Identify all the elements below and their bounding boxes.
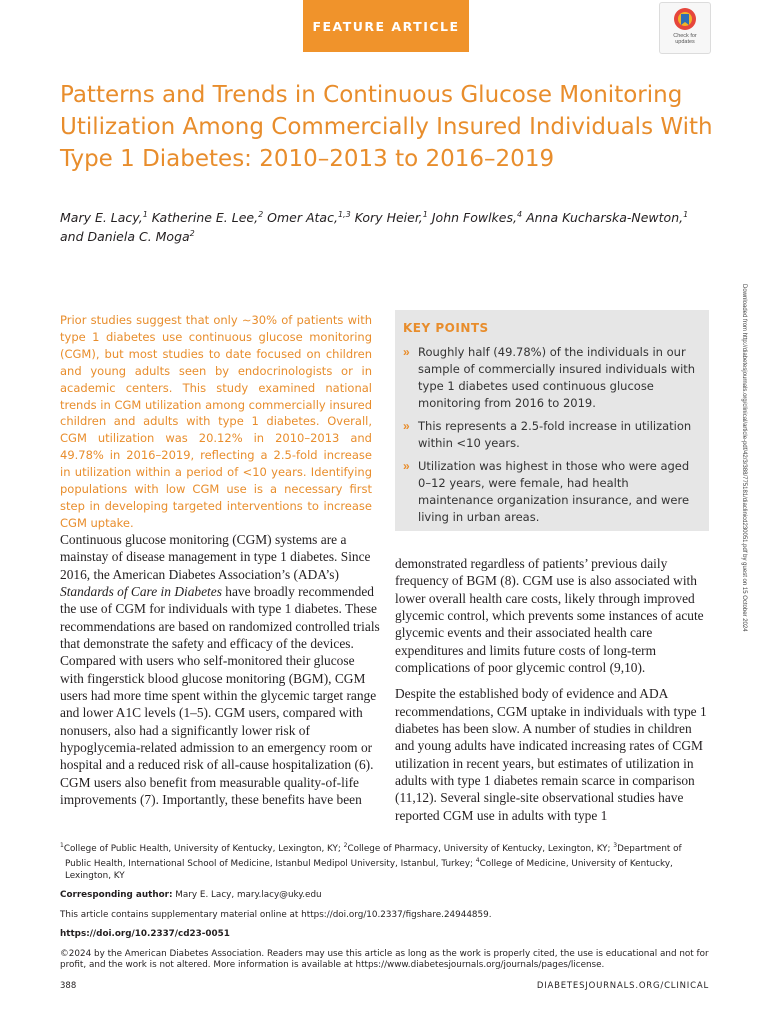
body-paragraph: Despite the established body of evidence and ADA recommendations, CGM uptake in individuals with type 1 diabetes has been slow. A number of studies in children and young adults have indicated increasing rates of CGM utilization in recent years, but estimates of utilization in adults with type 1 diabetes remain scarce in comparison (11,12). Several single-site observational studies have reported CGM use in adults with type 1: [395, 686, 707, 823]
key-points-title: KEY POINTS: [403, 321, 489, 335]
corresponding-author: Corresponding author: Mary E. Lacy, mary.lacy@uky.edu: [60, 890, 322, 901]
author[interactable]: John Fowlkes,$^4$: [431, 210, 523, 226]
author[interactable]: Omer Atac,$^{1,3}$: [267, 210, 351, 226]
body-column-left: [60, 531, 380, 809]
chevron-right-icon: »: [403, 345, 410, 359]
author-list: [60, 207, 710, 245]
author[interactable]: Kory Heier,$^1$: [354, 210, 428, 226]
copyright-notice: ©2024 by the American Diabetes Association. Readers may use this article as long as the work is properly cited, the use is educational and not for profit, and the work is not altered. More information is available at https://www.diabetesjournals.org/journals/pages/license.: [60, 948, 709, 971]
journal-url[interactable]: DIABETESJOURNALS.ORG/CLINICAL: [536, 981, 709, 991]
banner-label: FEATURE ARTICLE: [312, 18, 460, 34]
author[interactable]: Katherine E. Lee,$^2$: [151, 210, 264, 226]
footnotes: [60, 840, 710, 980]
body-column-right: [395, 555, 710, 833]
author[interactable]: and Daniela C. Moga$^2$: [60, 229, 195, 245]
badge-line1: Check for: [673, 33, 697, 39]
corresponding-author-contact[interactable]: Mary E. Lacy, mary.lacy@uky.edu: [172, 890, 322, 901]
doi-link[interactable]: https://doi.org/10.2337/cd23-0051: [60, 929, 230, 940]
key-point-text: Roughly half (49.78%) of the individuals in our sample of commercially insured individuals with type 1 diabetes used continuous glucose monitoring from 2016 to 2019.: [418, 345, 696, 410]
body-paragraph: demonstrated regardless of patients’ previous daily frequency of BGM (8). CGM use is also associated with lower overall health care costs, likely through improved glycemic control, which prevents some instances of acute glycemic events and their associated health care expenditures and limits future costs of long-term complications of poor glycemic control (9,10).: [395, 556, 704, 676]
check-for-updates-icon: [672, 6, 698, 32]
author[interactable]: Anna Kucharska-Newton,$^1$: [526, 210, 689, 226]
body-paragraph: Continuous glucose monitoring (CGM) systems are a mainstay of disease management in type 1 diabetes. Since 2016, the American Diabetes Association’s (ADA’s) Standards of Care in Diabetes have broadly recommended the use of CGM for individuals with type 1 diabetes. These recommendations are based on randomized controlled trials that demonstrate the safety and efficacy of the devices. Compared with users who self-monitored their glucose with fingerstick blood glucose monitoring (BGM), CGM users had more time spent within the glycemic target range and lower A1C levels (1–5). CGM users, compared with nonusers, also had a significantly lower risk of hypoglycemia-related admission to an emergency room or hospital and a reduced risk of all-cause hospitalization (6). CGM users also benefit from measurable quality-of-life improvements (7). Importantly, these benefits have been: [60, 532, 380, 808]
chevron-right-icon: »: [403, 459, 410, 473]
key-point-text: This represents a 2.5-fold increase in utilization within <10 years.: [418, 419, 692, 450]
abstract: Prior studies suggest that only ∼30% of patients with type 1 diabetes use continuous glucose monitoring (CGM), but most studies to date focused on children and young adults seen by endocrinologists or in academic centers. This study examined national trends in CGM utilization among commercially insured children and adults with type 1 diabetes. Overall, CGM utilization was 20.12% in 2010–2013 and 49.78% in 2016–2019, reflecting a 2.5-fold increase in utilization within a period of <10 years. Identifying populations with low CGM use is a necessary first step in developing targeted interventions to increase CGM uptake.: [60, 313, 372, 530]
italic-citation: Standards of Care in Diabetes: [60, 584, 222, 600]
key-point-item: [403, 418, 697, 452]
feature-article-banner: [303, 0, 469, 52]
page-number: 388: [60, 981, 77, 991]
chevron-right-icon: »: [403, 419, 410, 433]
supplementary-note: This article contains supplementary material online at https://doi.org/10.2337/figshare.24944859.: [60, 909, 492, 920]
article-title: Patterns and Trends in Continuous Glucose Monitoring Utilization Among Commercially Insured Individuals With Type 1 Diabetes: 2010–2013 to 2016–2019: [60, 82, 713, 172]
key-point-item: [403, 458, 697, 526]
key-point-text: Utilization was highest in those who were aged 0–12 years, were female, had health maintenance organization insurance, and were living in urban areas.: [418, 459, 690, 524]
check-for-updates-badge[interactable]: [659, 2, 711, 54]
badge-line2: updates: [675, 39, 695, 45]
author[interactable]: Mary E. Lacy,$^1$: [60, 210, 148, 226]
key-points-box: [395, 310, 709, 531]
affiliations: $^1$College of Public Health, University of Kentucky, Lexington, KY; $^2$College of Pharmacy, University of Kentucky, Lexington, KY; $^3$Department of Public Health, International School of Medicine, Istanbul Medipol University, Istanbul, Turkey; $^4$College of Medicine, University of Kentucky, Lexington, KY: [60, 842, 682, 881]
key-point-item: [403, 344, 697, 412]
badge-text: [673, 33, 697, 45]
download-watermark: Downloaded from http://diabetesjournals.org/clinical/article-pdf/42/3/388/775181/diaclinicd230051.pdf by guest on 15 October 2024: [741, 284, 747, 632]
